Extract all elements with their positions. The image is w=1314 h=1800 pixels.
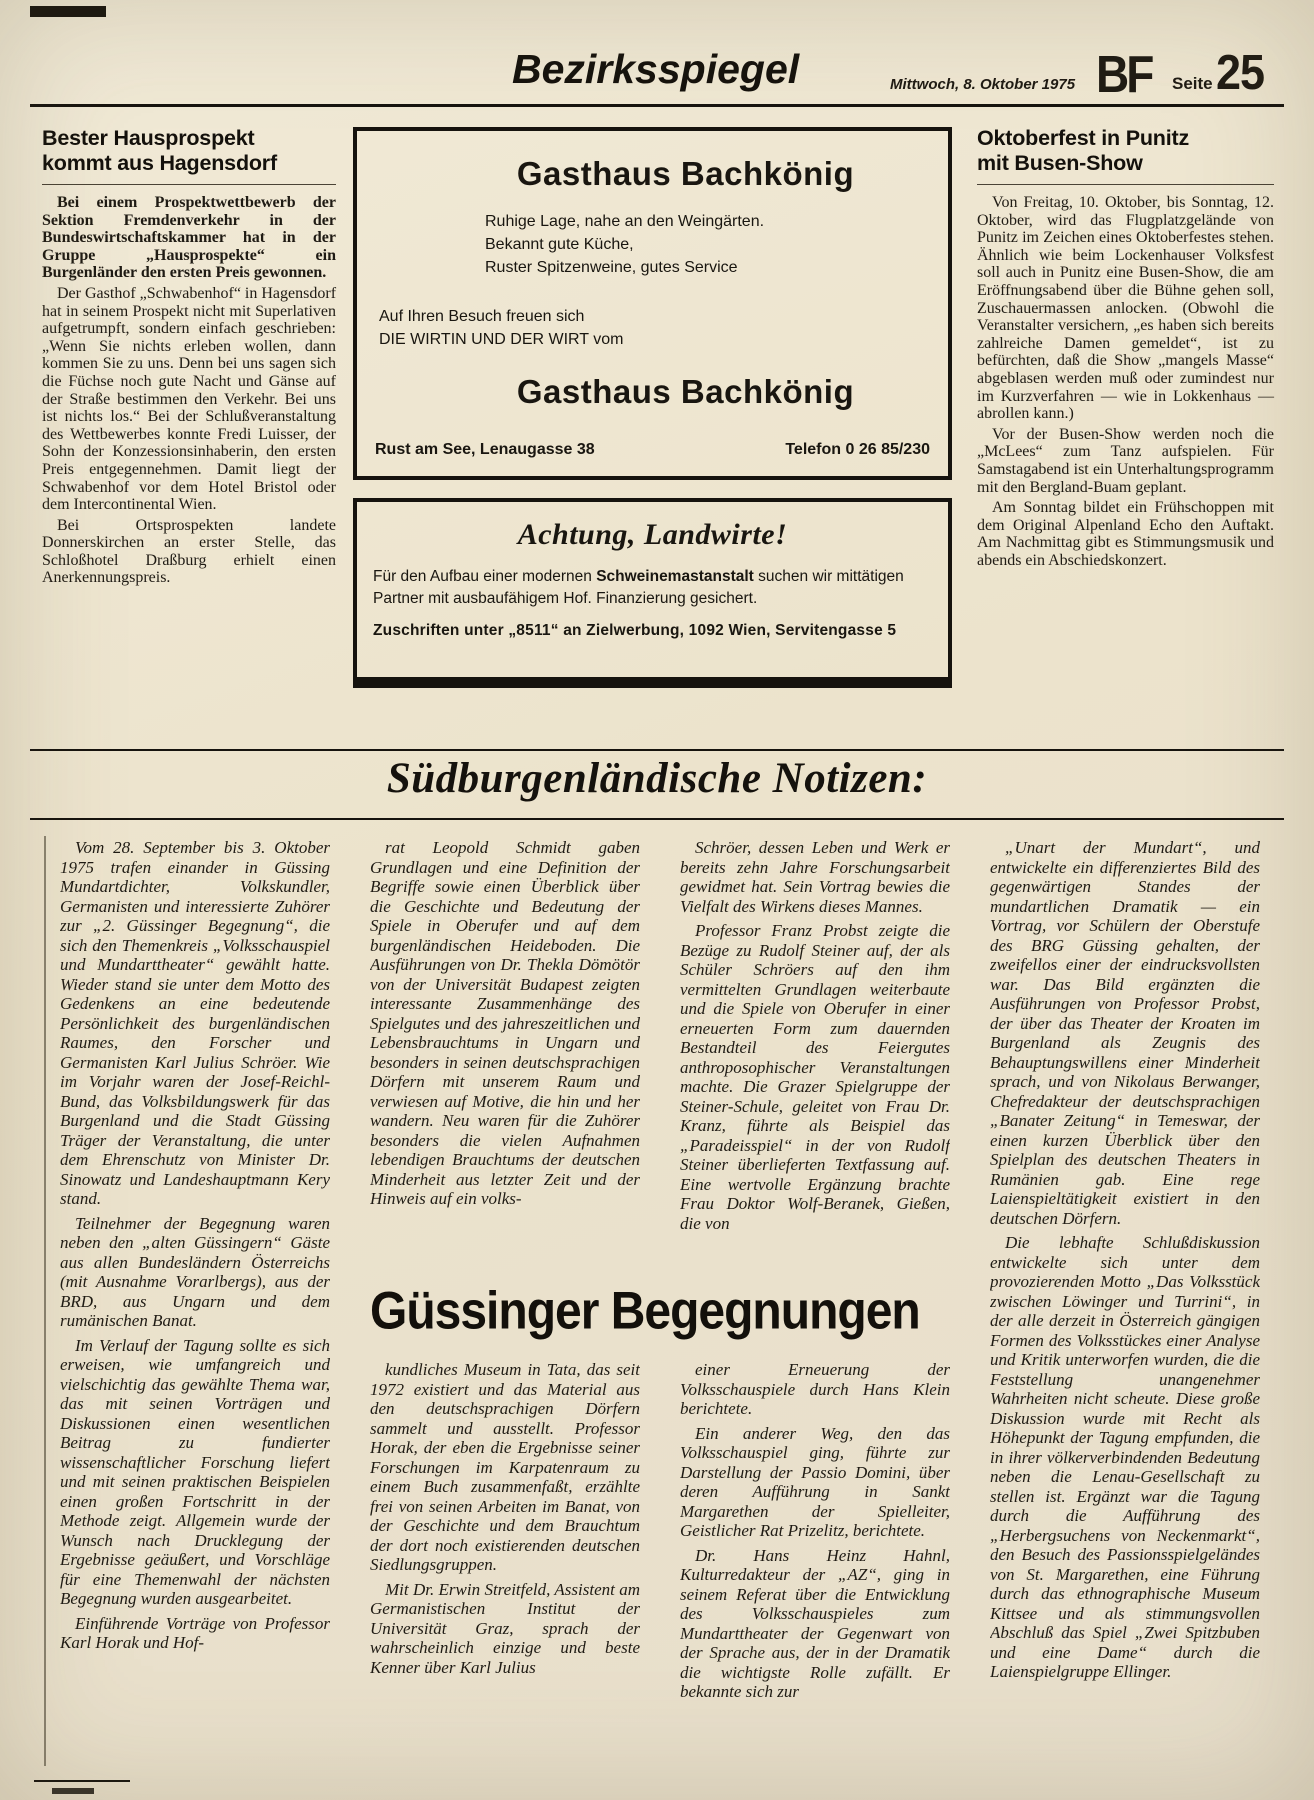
headline-line-1: Oktoberfest in Punitz — [977, 126, 1190, 150]
notizen-middle-top — [370, 838, 950, 1262]
headline-line-1: Bester Hausprospekt — [42, 126, 255, 150]
paragraph: Am Sonntag bildet ein Frühschoppen mit dem Original Alpenland Echo den Auftakt. Am Nachmittag gibt es Stimmungsmusik und abends ein Abschiedskonzert. — [977, 499, 1274, 569]
ad-invite-line: Auf Ihren Besuch freuen sich — [379, 308, 585, 325]
paragraph: kundliches Museum in Tata, das seit 1972 existiert und das Material aus den deutschsprachigen Dörfern sammelt und ausstellt. Professor Horak, der eben die Ergebnisse seiner Forschungen im Karpatenraum zu einem Buch zusammenfaßt, erzählte frei von seinen Arbeiten im Banat, von der Geschichte und dem Brauchtum der dort noch existierenden deutschen Siedlungsgruppen. — [370, 1360, 640, 1574]
ad-achtung-landwirte — [353, 498, 952, 688]
ad-description — [485, 210, 930, 279]
ad-desc-line: Bekannt gute Küche, — [485, 236, 634, 253]
article-headline — [42, 126, 336, 176]
paragraph: Vor der Busen-Show werden noch die „McLees“ zum Tanz aufspielen. Für Samstagabend ist ein Unterhaltungsprogramm mit den Bergland-Buam geplant. — [977, 425, 1274, 496]
section-rule-top — [30, 749, 1284, 751]
ad-body — [373, 566, 932, 610]
ad-title: Gasthaus Bachkönig — [516, 155, 855, 192]
page-label: Seite — [1172, 74, 1213, 93]
paragraph: Bei Ortsprospekten landete Donnerskirchen an erster Stelle, das Schloßhotel Draßburg erhielt einen Anerkennungspreis. — [42, 516, 336, 587]
paragraph: Von Freitag, 10. Oktober, bis Sonntag, 12. Oktober, wird das Flugplatzgelände von Punitz im Zeichen eines Oktoberfestes stehen. Ähnlich wie beim Lockenhauser Volksfest soll auch in Punitz eine Busen-Show, die am Eröffnungsabend über die Bühne gehen soll, Zuschauermassen anlocken. (Obwohl die Veranstalter versichern, „es haben sich bereits zahlreiche Damen gemeldet“, ist zu befürchten, daß die Show „mangels Masse“ abgeblasen werden muß oder zumindest nur im Kurzverfahren — wie in Lokkenhaus — abrollen kann.) — [977, 194, 1274, 423]
ad-footer: Zuschriften unter „8511“ an Zielwerbung, 1092 Wien, Servitengasse 5 — [373, 622, 897, 639]
paragraph: Vom 28. September bis 3. Oktober 1975 trafen einander in Güssing Mundartdichter, Volkskundler, Germanisten und interessierte Zuhörer zur „2. Güssinger Begegnung“, die sich den Themenkreis „Volksschauspiel und Mundarttheater“ gewählt hatte. Wieder stand sie unter dem Motto des Gedenkens an eine bedeutende Persönlichkeit des burgenländischen Raumes, den Forscher und Germanisten Karl Julius Schröer. Wie im Vorjahr waren der Josef-Reichl-Bund, das Volksbildungswerk für das Burgenland und die Stadt Güssing Träger der Veranstaltung, die unter dem Ehrenschutz von Minister Dr. Sinowatz und Landeshauptmann Kery stand. — [60, 838, 330, 1208]
notizen-column-4 — [990, 838, 1260, 1770]
paragraph: Die lebhafte Schlußdiskussion entwickelte sich unter dem provozierenden Motto „Das Volksstück zwischen Löwinger und Turrini“, in der alle derzeit in Österreich gängigen Formen des Volksstückes einer Analyse und Kritik unterworfen wurden, die die Feststellung unangenehmer Wahrheiten nicht scheute. Diese große Diskussion wurde mit Recht als Höhepunkt der Tagung empfunden, die in ihrer völkerverbindenden Bedeutung neben die Lenau-Gesellschaft zu stellen ist. Ergänzt war die Tagung durch die Aufführung des „Herbergsuchens von Neckenmarkt“, den Besuch des Passionsspielgeländes von St. Margarethen, eine Führung durch das ethnographische Museum Kittsee und als stimmungsvollen Abschluß das Spiel „Zwei Spitzbuben und eine Dame“ durch die Laienspielgruppe Ellinger. — [990, 1233, 1260, 1681]
paragraph: Einführende Vorträge von Professor Karl Horak und Hof- — [60, 1613, 330, 1652]
paragraph: „Unart der Mundart“, und entwickelte ein differenziertes Bild des gegenwärtigen Standes der mundartlichen Dramatik — ein Vortrag, vor Schülern der Oberstufe des BRG Güssing gehalten, der zweifellos einer der eindrucksvollsten war. Das Bild ergänzten die Ausführungen von Professor Probst, der über das Theater der Kroaten im Burgenland als Zeugnis des Behauptungswillens einer Minderheit sprach, und von Nikolaus Berwanger, Chefredakteur der deutschsprachigen „Banater Zeitung“ in Temeswar, der einen kurzen Überblick über den Spielplan des deutschen Theaters in Rumänien gab. Eine rege Laienspieltätigkeit existiert in den deutschen Dörfern. — [990, 838, 1260, 1228]
section-rule-bottom — [30, 818, 1284, 820]
ad-phone: Telefon 0 26 85/230 — [785, 441, 930, 458]
notizen-middle-bottom — [370, 1360, 950, 1770]
paragraph: Der Gasthof „Schwabenhof“ in Hagensdorf hat in seinem Prospekt nicht mit Superlativen aufgetrumpft, sondern einfach geschrieben: „Wenn Sie nichts erleben wollen, dann kommen Sie zu uns. Denn bei uns sagen sich die Füchse noch gute Nacht und Gänse auf der Straße bestimmen den Verkehr. Bei uns ist nichts los.“ Bei der Schlußveranstaltung des Wettbewerbes konnte Fredi Luisser, der Sohn der Konzessionsinhaberin, den ersten Preis entgegennehmen. Damit liegt der Schwabenhof vor dem Hotel Bristol oder dem Intercontinental Wien. — [42, 284, 337, 514]
issue-date: Mittwoch, 8. Oktober 1975 — [890, 76, 1076, 93]
ad-title-repeat: Gasthaus Bachkönig — [516, 373, 855, 410]
notizen-middle — [370, 838, 950, 1770]
article-oktoberfest — [977, 126, 1274, 569]
print-mark-bottom-line — [34, 1780, 130, 1782]
notizen-column-3-top — [680, 838, 950, 1262]
paragraph: Ein anderer Weg, den das Volksschauspiel ging, führte zur Darstellung der Passio Domini, über deren Aufführung in Sankt Margarethen der Spielleiter, Geistlicher Rat Prizelitz, berichtete. — [680, 1423, 950, 1540]
notizen-column-2-top — [370, 838, 640, 1262]
ad-invite-line: DIE WIRTIN UND DER WIRT vom — [379, 331, 624, 348]
notizen-column-3-bottom — [680, 1360, 950, 1770]
headline-line-2: kommt aus Hagensdorf — [42, 151, 277, 175]
guessinger-begegnungen-headline: Güssinger Begegnungen — [370, 1281, 920, 1341]
print-mark-bottom — [52, 1788, 94, 1794]
notizen-column-2-bottom — [370, 1360, 640, 1770]
ad-body-text: Für den Aufbau einer modernen — [373, 568, 597, 585]
ad-gasthaus-bachkoenig — [353, 127, 952, 480]
article-headline — [977, 126, 1274, 176]
section-title: Südburgenländische Notizen: — [386, 755, 928, 802]
paragraph: rat Leopold Schmidt gaben Grundlagen und eine Definition der Begriffe sowie einen Überblick über die Geschichte und Bedeutung der Spiele in Oberufer und auf dem burgenländischen Heideboden. Die Ausführungen von Dr. Thekla Dömötör von der Universität Budapest zeigten interessante Zusammenhänge des Spielgutes und des jahreszeitlichen und Lebensbrauchtums in Ungarn und besonders in seinen deutschsprachigen Dörfern mit unserem Raum und verwiesen auf Motive, die hin und her wandern. Neu waren für die Zuhörer besonders die vielen Aufnahmen lebendigen Brauchtums der deutschen Minderheit aus letzter Zeit und der Hinweis auf ein volks- — [370, 838, 640, 1208]
notizen-column-1 — [60, 838, 330, 1770]
paragraph: Dr. Hans Heinz Hahnl, Kulturredakteur der „AZ“, ging in seinem Referat über die Entwicklung des Volksschauspieles zum Mundarttheater der Gegenwart von der Sprache aus, der in der Dramatik die wichtigste Rolle zufällt. Er bekannte sich zur — [680, 1545, 950, 1701]
ad-contact-row — [375, 441, 930, 459]
headline-line-2: mit Busen-Show — [977, 151, 1143, 175]
paragraph: Mit Dr. Erwin Streitfeld, Assistent am Germanistischen Institut der Universität Graz, sprach der wahrscheinlich einzige und beste Kenner über Karl Julius — [370, 1579, 640, 1677]
notizen-section — [60, 838, 1260, 1770]
paragraph: Bei einem Prospektwettbewerb der Sektion Fremdenverkehr in der Bundeswirtschaftskammer hat in der Gruppe „Hausprospekte“ ein Burgenländer den ersten Preis gewonnen. — [42, 194, 336, 282]
paper-logo: BF — [1096, 45, 1152, 104]
article-body — [977, 194, 1274, 569]
paragraph: Professor Franz Probst zeigte die Bezüge zu Rudolf Steiner auf, der als Schüler Schröers auf den ihm vermittelten Grundlagen weiterbaute und die Spiele von Oberufer in einer erneuerten Form zum dauernden Bestandteil des Feiergutes anthroposophischer Veranstaltungen machte. Die Grazer Spielgruppe der Steiner-Schule, geleitet von Frau Dr. Kranz, führte als Beispiel das „Paradeisspiel“ in der von Rudolf Steiner überlieferten Textfassung auf. Eine wertvolle Ergänzung brachte Frau Doktor Wolf-Beranek, Gießen, die von — [680, 921, 950, 1233]
ad-body-text: suchen wir mittätigen Partner mit ausbaufähigem Hof. Finanzierung gesichert. — [373, 568, 904, 607]
ad-desc-line: Ruster Spitzenweine, gutes Service — [485, 259, 738, 276]
paragraph: Teilnehmer der Begegnung waren neben den „alten Güssingern“ Gäste aus allen Bundesländern Österreichs (mit Ausnahme Vorarlbergs), aus der BRD, aus Ungarn und dem rumänischen Banat. — [60, 1213, 330, 1330]
ad-title: Achtung, Landwirte! — [517, 518, 788, 551]
paragraph: Schröer, dessen Leben und Werk er bereits zehn Jahre Forschungsarbeit gewidmet hat. Sein Vortrag bewies die Vielfalt des Wirkens dieses Mannes. — [680, 838, 950, 916]
headline-rule — [42, 184, 336, 185]
paragraph: Im Verlauf der Tagung sollte es sich erweisen, wie umfangreich und vielschichtig das gewählte Thema war, das mit seinen Vorträgen und Diskussionen einen wesentlichen Beitrag zu fundierter wissenschaftlicher Forschung liefert und mit seinen praktischen Beispielen einen großen Fortschritt in der Methode zeigt. Allgemein wurde der Wunsch nach Drucklegung der Ergebnisse geäußert, und Vorschläge für eine Themenwahl der nächsten Begegnung wurden ausgearbeitet. — [60, 1335, 330, 1608]
newspaper-masthead: Bezirksspiegel — [512, 46, 800, 92]
column-rule-left — [44, 836, 46, 1766]
headline-rule — [977, 184, 1274, 185]
ad-body-bold: Schweinemastanstalt — [596, 568, 754, 585]
ad-invitation — [379, 305, 930, 351]
paragraph: einer Erneuerung der Volksschauspiele durch Hans Klein berichtete. — [680, 1360, 950, 1418]
ad-address: Rust am See, Lenaugasse 38 — [375, 441, 595, 458]
article-hausprospekt — [42, 126, 336, 587]
ad-desc-line: Ruhige Lage, nahe an den Weingärten. — [485, 213, 765, 230]
print-mark-top-left — [30, 6, 106, 17]
header-rule — [30, 104, 1284, 107]
page-number: 25 — [1216, 44, 1265, 101]
article-body — [42, 194, 336, 587]
